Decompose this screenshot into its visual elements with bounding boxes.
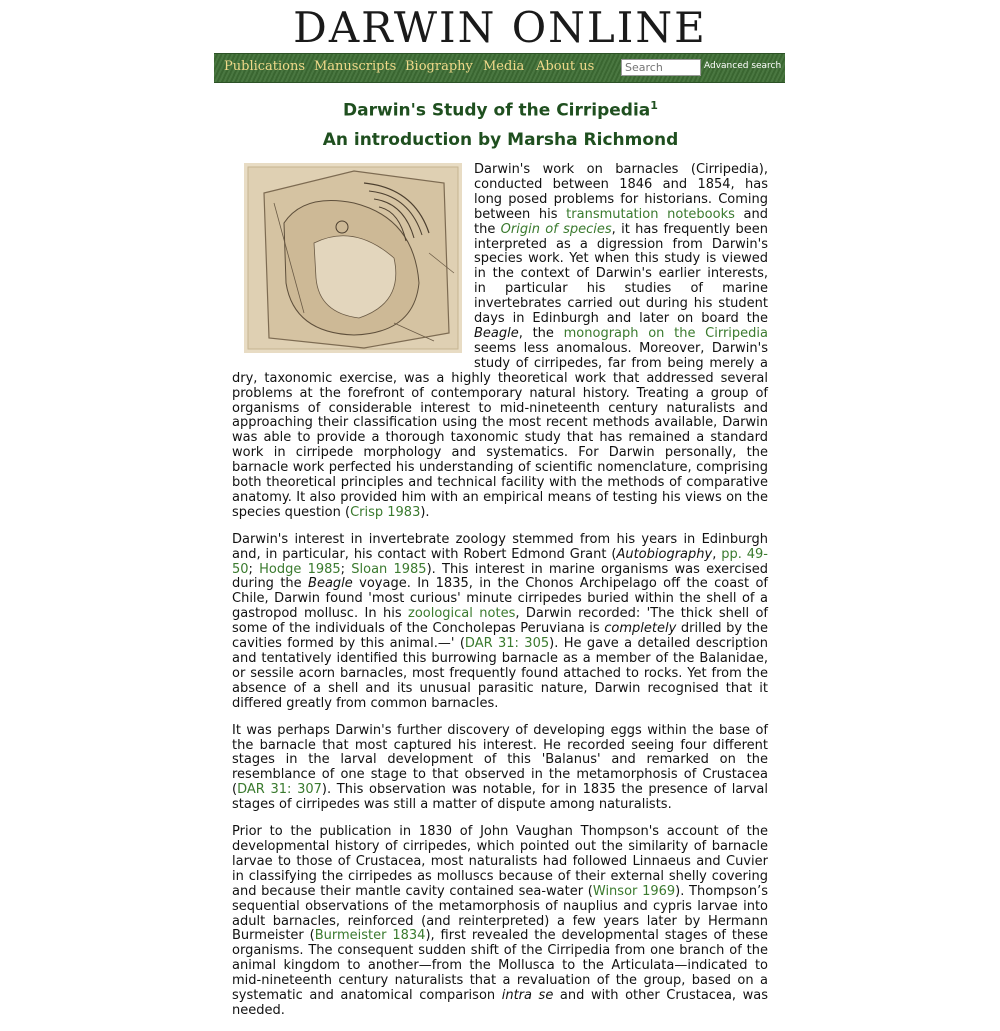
- page-title: [215, 94, 786, 123]
- autobiography-pages-link[interactable]: pp. 49-50: [232, 546, 768, 577]
- nav-biography[interactable]: Biography: [405, 59, 473, 74]
- paragraph-4: [232, 825, 768, 1019]
- text-segment: ). This observation was notable, for in 1835 the presence of larval stages of cirripedes was still a matter of dispute among naturalists.: [232, 782, 768, 813]
- text-segment: ). This interest in marine organisms was exercised during the: [232, 561, 768, 592]
- paragraph-2: [232, 533, 768, 712]
- text-segment: drilled by the cavities formed by this animal.—' (: [232, 621, 769, 652]
- advanced-search-link[interactable]: Advanced search: [704, 61, 782, 71]
- nav-about-us[interactable]: About us: [536, 59, 595, 74]
- autobiography-title: Autobiography: [616, 546, 713, 562]
- text-segment: ), first revealed the developmental stages of these organisms. The consequent sudden shift of the Cirripedia from one branch of the animal kingdom to another—from the Mollusca to the Articulata—indicated to mid-nineteenth century naturalists that a revaluation of the group, based on a systematic and anatomical comparison: [232, 928, 768, 1004]
- text-segment: and the: [474, 206, 768, 237]
- article-body: [232, 163, 768, 1031]
- text-segment: Prior to the publication in 1830 of John Vaughan Thompson's account of the developmental history of cirripedes, which pointed out the similarity of barnacle larvae to those of Crustacea, most naturalists had followed Linnaeus and Cuvier in classifying the cirripedes as molluscs because of their external shelly covering and because their mantle cavity contained sea-water (: [232, 824, 768, 899]
- text-segment: ). Thompson’s sequential observations of the metamorphosis of nauplius and cypris larvae into adult barnacles, reinforced (and reinterpreted) a few years later by Hermann Burmeister (: [232, 883, 768, 944]
- sloan-1985-link[interactable]: Sloan 1985: [351, 561, 427, 577]
- origin-of-species-link[interactable]: [501, 222, 612, 237]
- text-segment: ). He gave a detailed description and tentatively identified this burrowing barnacle as a member of the Balanidae, or sessile acorn barnacles, most frequently found attached to rocks. Yet from the absence of a shell and its unusual parasitic nature, Darwin recognised that it differed greatly from common barnacles.: [232, 636, 768, 711]
- text-segment: ;: [248, 561, 260, 577]
- text-segment: It was perhaps Darwin's further discovery of developing eggs within the base of the barnacle that most captured his interest. He recorded seeing four different stages in the larval development of this 'Balanus' and remarked on the resemblance of one stage to that observed in the metamorphosis of Crustacea (: [232, 722, 768, 798]
- page-subtitle: An introduction by Marsha Richmond: [322, 130, 679, 150]
- hodge-1985-link[interactable]: Hodge 1985: [259, 561, 341, 577]
- text-segment: , Darwin recorded: 'The thick shell of some of the individuals of the Concholepas Peruviana is: [232, 606, 768, 637]
- emphasis-completely: completely: [604, 621, 677, 637]
- page-title-text: Darwin's Study of the Cirripedia: [343, 100, 651, 121]
- beagle-ship-name: Beagle: [308, 576, 353, 592]
- nav-media[interactable]: Media: [483, 59, 525, 74]
- dar-31-305-link[interactable]: DAR 31: 305: [464, 636, 550, 652]
- transmutation-notebooks-link[interactable]: transmutation notebooks: [566, 206, 735, 222]
- text-segment: voyage. In 1835, in the Chonos Archipelago off the coast of Chile, Darwin found 'most curious' minute cirripedes buried within the shell of a gastropod mollusc. In his: [232, 576, 768, 622]
- site-logo[interactable]: DARWIN ONLINE: [293, 3, 707, 52]
- beagle-ship-name: Beagle: [474, 325, 519, 341]
- origin-of-species-title[interactable]: Origin of species: [500, 221, 612, 237]
- text-segment: seems less anomalous. Moreover, Darwin's study of cirripedes, far from being merely a dry, taxonomic exercise, was a highly theoretical work that addressed several problems at the forefront of contemporary natural history. Treating a group of organisms of considerable interest to mid-nineteenth century naturalists and approaching their classification using the most recent methods available, Darwin was able to provide a thorough taxonomic study that has remained a standard work in cirripede morphology and systematics. For Darwin personally, the barnacle work perfected his understanding of scientific nomenclature, comprising both theoretical principles and technical facility with the methods of comparative anatomy. It also provided him with an empirical means of testing his views on the species question (: [232, 340, 768, 520]
- dar-31-307-link[interactable]: DAR 31: 307: [237, 782, 322, 798]
- text-segment: ).: [420, 504, 430, 520]
- crisp-1983-link[interactable]: Crisp 1983: [350, 504, 421, 520]
- text-segment: , the: [518, 325, 564, 341]
- text-segment: Darwin's interest in invertebrate zoology stemmed from his years in Edinburgh and, in particular, his contact with Robert Edmond Grant (: [232, 531, 768, 562]
- nav-publications[interactable]: Publications: [224, 59, 306, 74]
- barnacle-illustration[interactable]: [244, 163, 462, 353]
- text-segment: Darwin's work on barnacles (Cirripedia), conducted between 1846 and 1854, has long posed problems for historians. Coming between his: [474, 162, 768, 222]
- text-segment: and with other Crustacea, was needed.: [232, 988, 768, 1018]
- paragraph-3: [232, 724, 768, 813]
- title-footnote-link[interactable]: 1: [650, 99, 658, 112]
- search-input[interactable]: [621, 59, 701, 76]
- zoological-notes-link[interactable]: zoological notes: [408, 606, 516, 622]
- emphasis-intra-se: intra se: [501, 988, 554, 1004]
- text-segment: , it has frequently been interpreted as a digression from Darwin's species work. Yet when this study is viewed in the context of Darwin's earlier interests, in particular his studies of marine invertebrates carried out during his student days in Edinburgh and later on board the: [474, 221, 769, 327]
- nav-manuscripts[interactable]: Manuscripts: [314, 59, 397, 74]
- main-navigation: [214, 53, 785, 83]
- text-segment: ;: [340, 561, 352, 577]
- cirripedia-monograph-link[interactable]: monograph on the Cirripedia: [563, 325, 768, 341]
- winsor-1969-link[interactable]: Winsor 1969: [592, 883, 676, 899]
- burmeister-1834-link[interactable]: Burmeister 1834: [314, 928, 426, 944]
- text-segment: ,: [712, 546, 722, 562]
